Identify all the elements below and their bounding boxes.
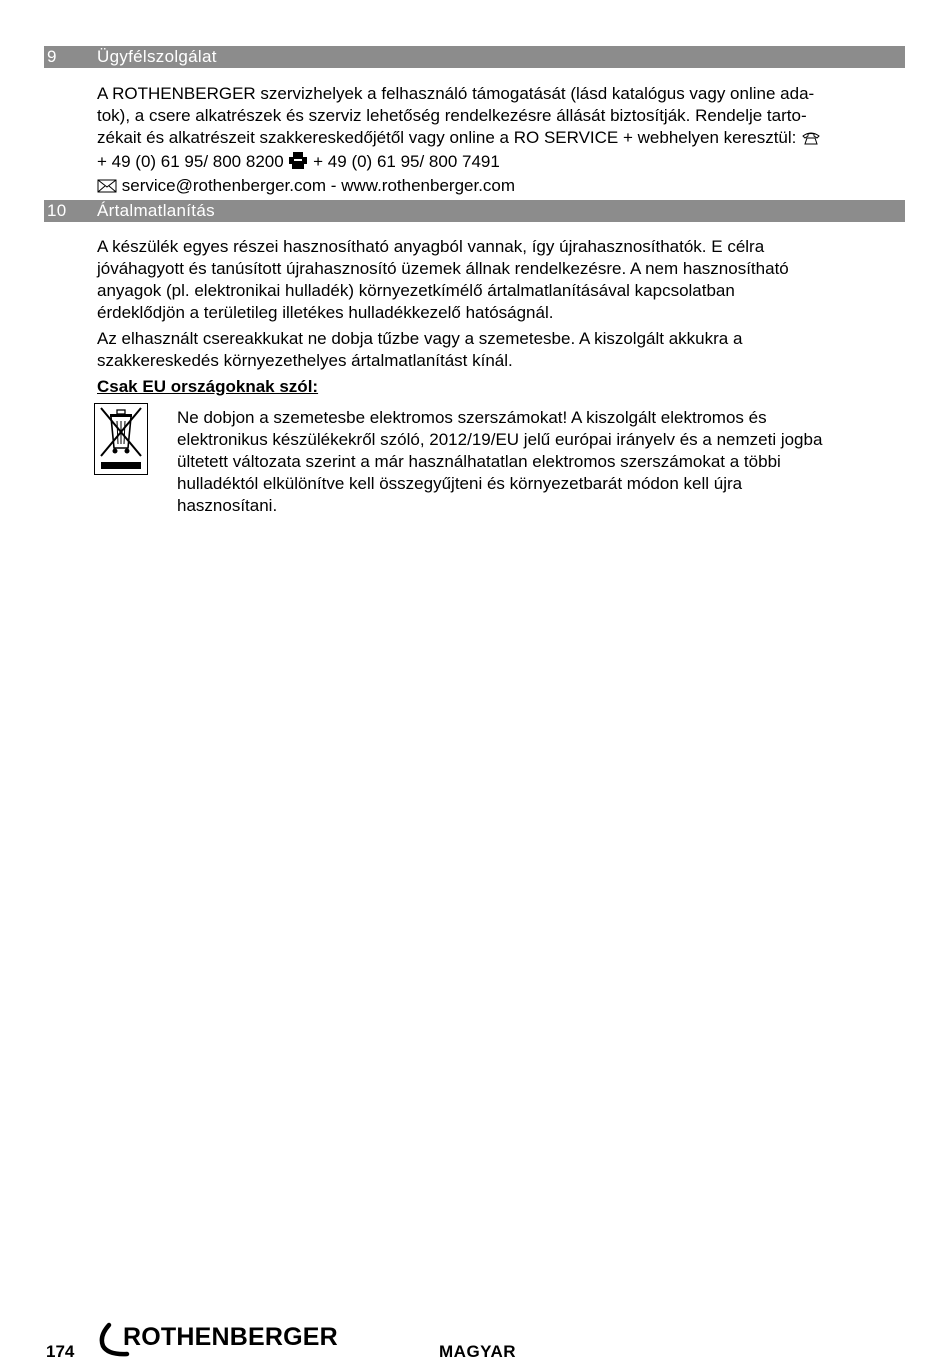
text-line: tok), a csere alkatrészek és szerviz lehetőség rendelkezésre állását biztosítják. Rendelje tarto- xyxy=(97,106,807,125)
text-line: A készülék egyes részei hasznosítható anyagból vannak, így újrahasznosíthatók. E célra xyxy=(97,237,765,256)
text-line: szakkereskedés környezethelyes ártalmatlanítást kínál. xyxy=(97,351,513,370)
contact-line xyxy=(97,175,897,199)
text-line xyxy=(97,127,897,151)
page-number: 174 xyxy=(46,1342,75,1361)
text-line: A ROTHENBERGER szervizhelyek a felhasználó támogatását (lásd katalógus vagy online ada- xyxy=(97,84,815,103)
contact-line xyxy=(97,151,897,175)
text-line: hulladéktól elkülönítve kell összegyűjteni és környezetbarát módon kell újra xyxy=(177,474,743,493)
rothenberger-logo xyxy=(97,1322,347,1358)
section-10-header xyxy=(44,200,905,222)
weee-paragraph xyxy=(177,407,897,517)
text-line-content: zékait és alkatrészeit szakkereskedőjétől vagy online a RO SERVICE + webhelyen keresztül: xyxy=(97,128,797,147)
text-line: Ne dobjon a szemetesbe elektromos szerszámokat! A kiszolgált elektromos és xyxy=(177,408,767,427)
disposal-paragraph xyxy=(97,236,897,324)
fax-icon xyxy=(288,152,308,175)
eu-heading: Csak EU országoknak szól: xyxy=(97,377,319,396)
section-title: Ügyfélszolgálat xyxy=(97,47,217,66)
email-and-website[interactable]: service@rothenberger.com - www.rothenberger.com xyxy=(121,176,516,195)
phone-number: + 49 (0) 61 95/ 800 8200 xyxy=(97,152,284,171)
brand-wordmark: ROTHENBERGER xyxy=(123,1323,338,1351)
section-number: 10 xyxy=(47,201,67,220)
language-label: MAGYAR xyxy=(439,1342,516,1361)
text-line: ültetett változata szerint a már használhatatlan elektromos szerszámokat a többi xyxy=(177,452,781,471)
section-number: 9 xyxy=(47,47,57,66)
text-line: érdeklődjön a területileg illetékes hulladékkezelő hatóságnál. xyxy=(97,303,554,322)
service-paragraph xyxy=(97,83,897,199)
section-title: Ártalmatlanítás xyxy=(97,201,215,220)
fax-number: + 49 (0) 61 95/ 800 7491 xyxy=(313,152,500,171)
text-line: Az elhasznált csereakkukat ne dobja tűzbe vagy a szemetesbe. A kiszolgált akkukra a xyxy=(97,329,743,348)
text-line: hasznosítani. xyxy=(177,496,278,515)
text-line: jóváhagyott és tanúsított újrahasznosító üzemek állnak rendelkezésre. A nem hasznosítható xyxy=(97,259,789,278)
text-line: anyagok (pl. elektronikai hulladék) környezetkímélő ártalmatlanításával kapcsolatban xyxy=(97,281,735,300)
mail-icon xyxy=(97,177,117,199)
section-9-header xyxy=(44,46,905,68)
weee-crossed-bin-icon xyxy=(94,403,148,475)
text-line: elektronikus készülékekről szóló, 2012/19/EU jelű európai irányelv és a nemzeti jogba xyxy=(177,430,823,449)
battery-paragraph xyxy=(97,328,897,372)
phone-icon xyxy=(801,129,821,151)
